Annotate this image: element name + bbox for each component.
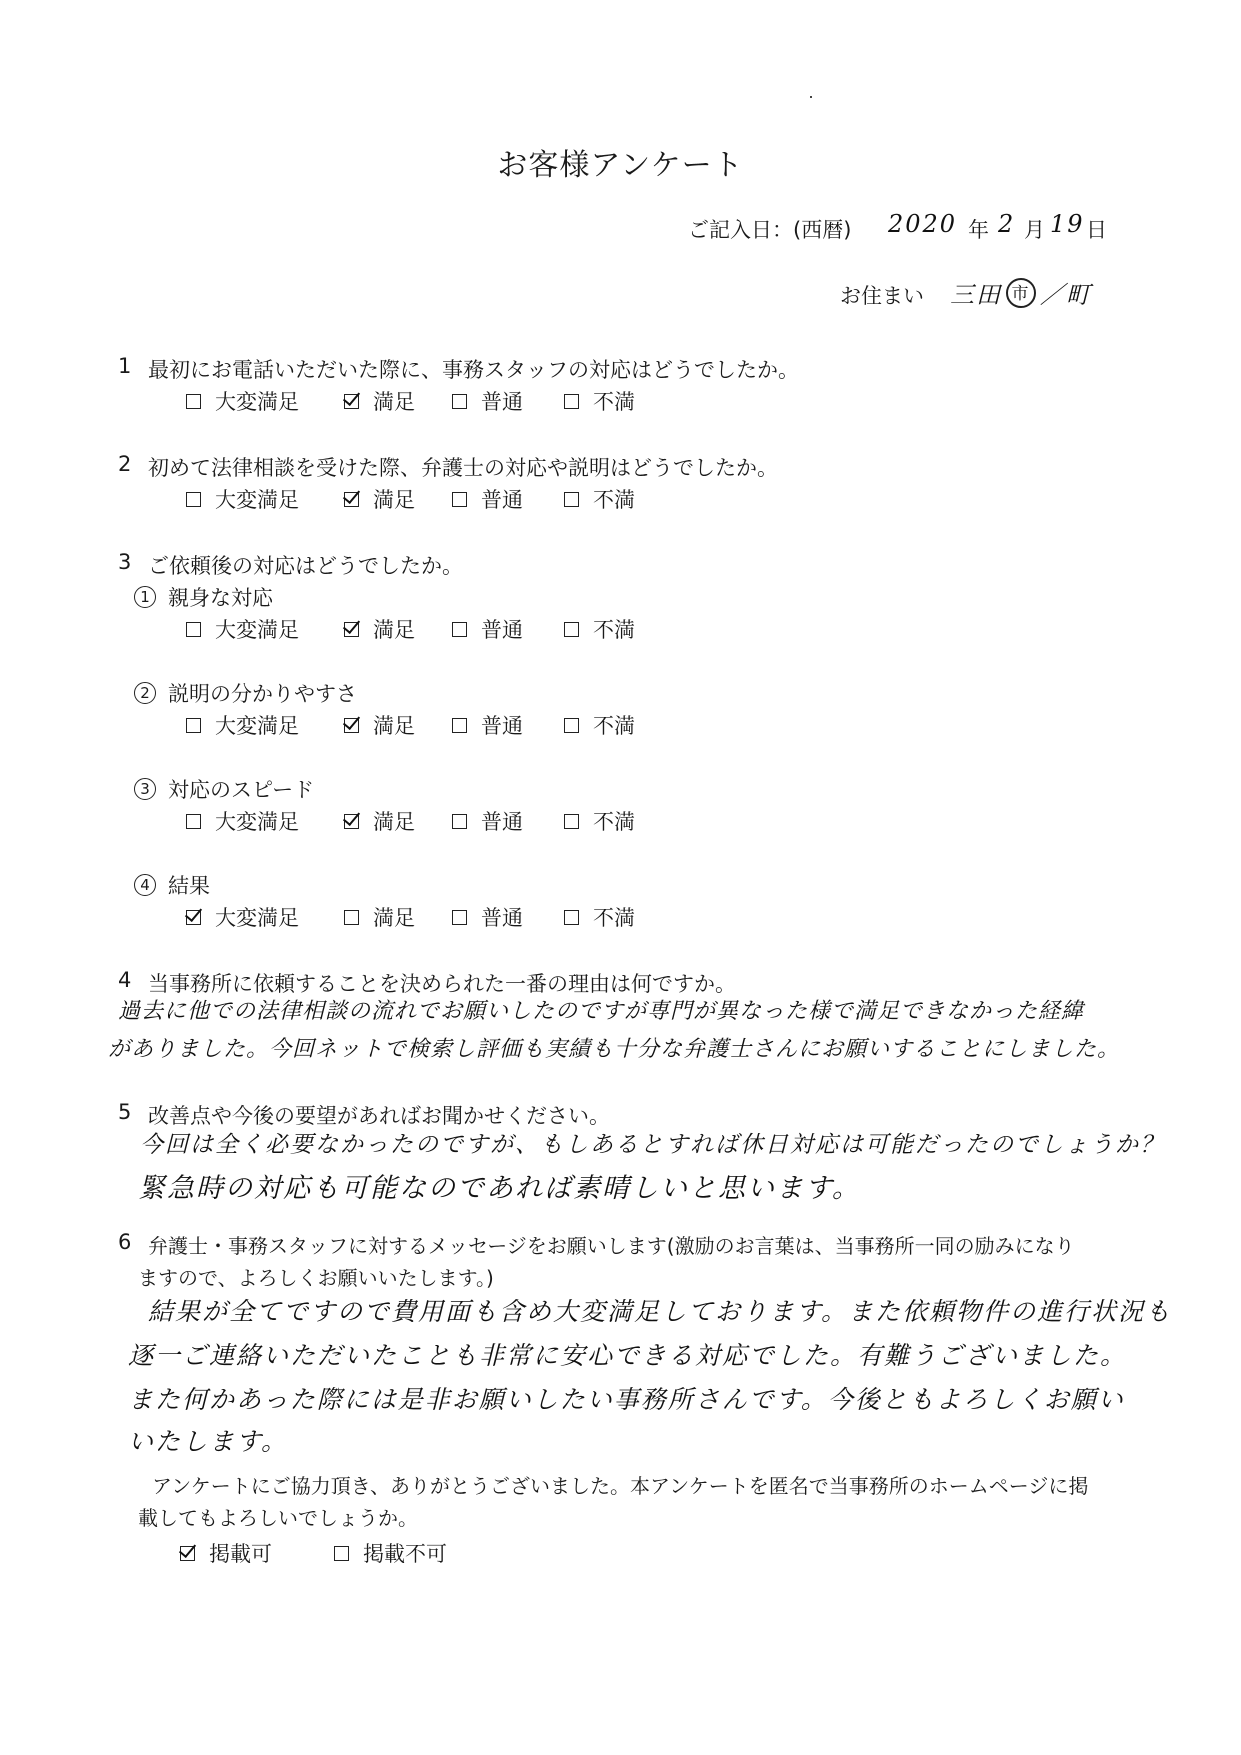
q1-text: 最初にお電話いただいた際に、事務スタッフの対応はどうでしたか。 [148, 358, 799, 382]
q2-option-neutral[interactable]: 普通 [452, 484, 523, 514]
checkbox-checked[interactable] [180, 1546, 195, 1561]
scan-speck [810, 96, 812, 98]
q5-text: 改善点や今後の要望があればお聞かせください。 [148, 1104, 610, 1128]
q6-answer-line-4: いたします。 [128, 1427, 289, 1456]
address-label: お住まい [840, 284, 924, 308]
q3-1-option-satisfied[interactable]: 満足 [344, 614, 415, 644]
q3-2-option-satisfied[interactable]: 満足 [344, 710, 415, 740]
checkbox[interactable] [564, 394, 579, 409]
q3-1-option-very-satisfied[interactable]: 大変満足 [186, 614, 299, 644]
q1-option-satisfied[interactable]: 満足 [344, 386, 415, 416]
q3-4-option-dissatisfied[interactable]: 不満 [564, 902, 635, 932]
checkbox[interactable] [334, 1546, 349, 1561]
q3-item-2: 2 説明の分かりやすさ [134, 678, 357, 708]
checkbox[interactable] [452, 814, 467, 829]
q2-text: 初めて法律相談を受けた際、弁護士の対応や説明はどうでしたか。 [148, 456, 778, 480]
q2-option-satisfied[interactable]: 満足 [344, 484, 415, 514]
checkbox-checked[interactable] [344, 394, 359, 409]
q4-answer-line-1: 過去に他での法律相談の流れでお願いしたのですが専門が異なった様で満足できなかった経緯 [118, 999, 1085, 1024]
q2-option-dissatisfied[interactable]: 不満 [564, 484, 635, 514]
checkbox[interactable] [564, 910, 579, 925]
date-year-unit: 年 [968, 218, 989, 242]
closing-line-1: アンケートにご協力頂き、ありがとうございました。本アンケートを匿名で当事務所のホームページに掲 [152, 1474, 1089, 1498]
checkbox-checked[interactable] [344, 814, 359, 829]
address-city: 三田 [950, 281, 1002, 309]
checkbox[interactable] [564, 718, 579, 733]
q4-text: 当事務所に依頼することを決められた一番の理由は何ですか。 [148, 972, 736, 996]
q3-1-option-dissatisfied[interactable]: 不満 [564, 614, 635, 644]
q3-text: ご依頼後の対応はどうでしたか。 [148, 554, 463, 578]
q1-option-very-satisfied[interactable]: 大変満足 [186, 386, 299, 416]
checkbox[interactable] [452, 394, 467, 409]
checkbox-checked[interactable] [344, 718, 359, 733]
q3-2-option-neutral[interactable]: 普通 [452, 710, 523, 740]
checkbox[interactable] [452, 910, 467, 925]
q5-number: 5 [118, 1100, 132, 1124]
checkbox-checked[interactable] [344, 492, 359, 507]
date-month: 2 [998, 210, 1016, 238]
q6-answer-line-1: 結果が全てですので費用面も含め大変満足しております。また依頼物件の進行状況も [148, 1297, 1173, 1326]
q1-option-neutral[interactable]: 普通 [452, 386, 523, 416]
q2-option-very-satisfied[interactable]: 大変満足 [186, 484, 299, 514]
q3-3-option-satisfied[interactable]: 満足 [344, 806, 415, 836]
q6-text-line-2: ますので、よろしくお願いいたします。) [138, 1266, 494, 1290]
circled-number: 4 [134, 874, 156, 896]
q3-2-option-dissatisfied[interactable]: 不満 [564, 710, 635, 740]
date-month-unit: 月 [1024, 218, 1045, 242]
checkbox[interactable] [186, 492, 201, 507]
checkbox[interactable] [452, 622, 467, 637]
checkbox[interactable] [186, 814, 201, 829]
checkbox[interactable] [564, 622, 579, 637]
q5-answer-line-1: 今回は全く必要なかったのですが、もしあるとすれば休日対応は可能だったのでしょうか？ [140, 1132, 1165, 1158]
checkbox[interactable] [564, 492, 579, 507]
q3-item-3: 3 対応のスピード [134, 774, 314, 804]
checkbox[interactable] [186, 394, 201, 409]
address-seal: 市 [1006, 278, 1036, 308]
checkbox-checked[interactable] [186, 910, 201, 925]
q2-number: 2 [118, 452, 132, 476]
checkbox[interactable] [452, 492, 467, 507]
q1-option-dissatisfied[interactable]: 不満 [564, 386, 635, 416]
q3-2-option-very-satisfied[interactable]: 大変満足 [186, 710, 299, 740]
q4-answer-line-2: がありました。今回ネットで検索し評価も実績も十分な弁護士さんにお願いすることにしました。 [108, 1037, 1121, 1062]
checkbox[interactable] [344, 910, 359, 925]
q3-4-option-satisfied[interactable]: 満足 [344, 902, 415, 932]
address-town: ／町 [1040, 281, 1092, 309]
q4-number: 4 [118, 968, 132, 992]
publish-not-ok-option[interactable]: 掲載不可 [334, 1538, 447, 1568]
date-year: 2020 [888, 210, 958, 238]
date-day: 19 [1050, 210, 1085, 238]
checkbox[interactable] [186, 718, 201, 733]
q3-number: 3 [118, 550, 132, 574]
q3-item-1: 1 親身な対応 [134, 582, 273, 612]
q6-number: 6 [118, 1230, 132, 1254]
checkbox[interactable] [186, 622, 201, 637]
circled-number: 2 [134, 682, 156, 704]
checkbox-checked[interactable] [344, 622, 359, 637]
q3-4-option-neutral[interactable]: 普通 [452, 902, 523, 932]
q6-answer-line-3: また何かあった際には是非お願いしたい事務所さんです。今後ともよろしくお願い [128, 1385, 1125, 1414]
q3-3-option-very-satisfied[interactable]: 大変満足 [186, 806, 299, 836]
q3-item-4: 4 結果 [134, 870, 210, 900]
checkbox[interactable] [564, 814, 579, 829]
closing-line-2: 載してもよろしいでしょうか。 [138, 1506, 418, 1530]
circled-number: 3 [134, 778, 156, 800]
circled-number: 1 [134, 586, 156, 608]
q6-answer-line-2: 逐一ご連絡いただいたことも非常に安心できる対応でした。有難うございました。 [128, 1341, 1128, 1370]
q3-1-option-neutral[interactable]: 普通 [452, 614, 523, 644]
q1-number: 1 [118, 354, 132, 378]
page-title: お客様アンケート [497, 148, 744, 183]
address-value [950, 275, 1092, 310]
publish-ok-option[interactable]: 掲載可 [180, 1538, 272, 1568]
q3-4-option-very-satisfied[interactable]: 大変満足 [186, 902, 299, 932]
q3-3-option-neutral[interactable]: 普通 [452, 806, 523, 836]
q5-answer-line-2: 緊急時の対応も可能なのであれば素晴しいと思います。 [138, 1173, 861, 1204]
q6-text-line-1: 弁護士・事務スタッフに対するメッセージをお願いします(激励のお言葉は、当事務所一同の励みになり [148, 1234, 1075, 1258]
date-label: ご記入日：(西暦) [688, 218, 852, 242]
q3-3-option-dissatisfied[interactable]: 不満 [564, 806, 635, 836]
checkbox[interactable] [452, 718, 467, 733]
date-day-unit: 日 [1086, 218, 1107, 242]
